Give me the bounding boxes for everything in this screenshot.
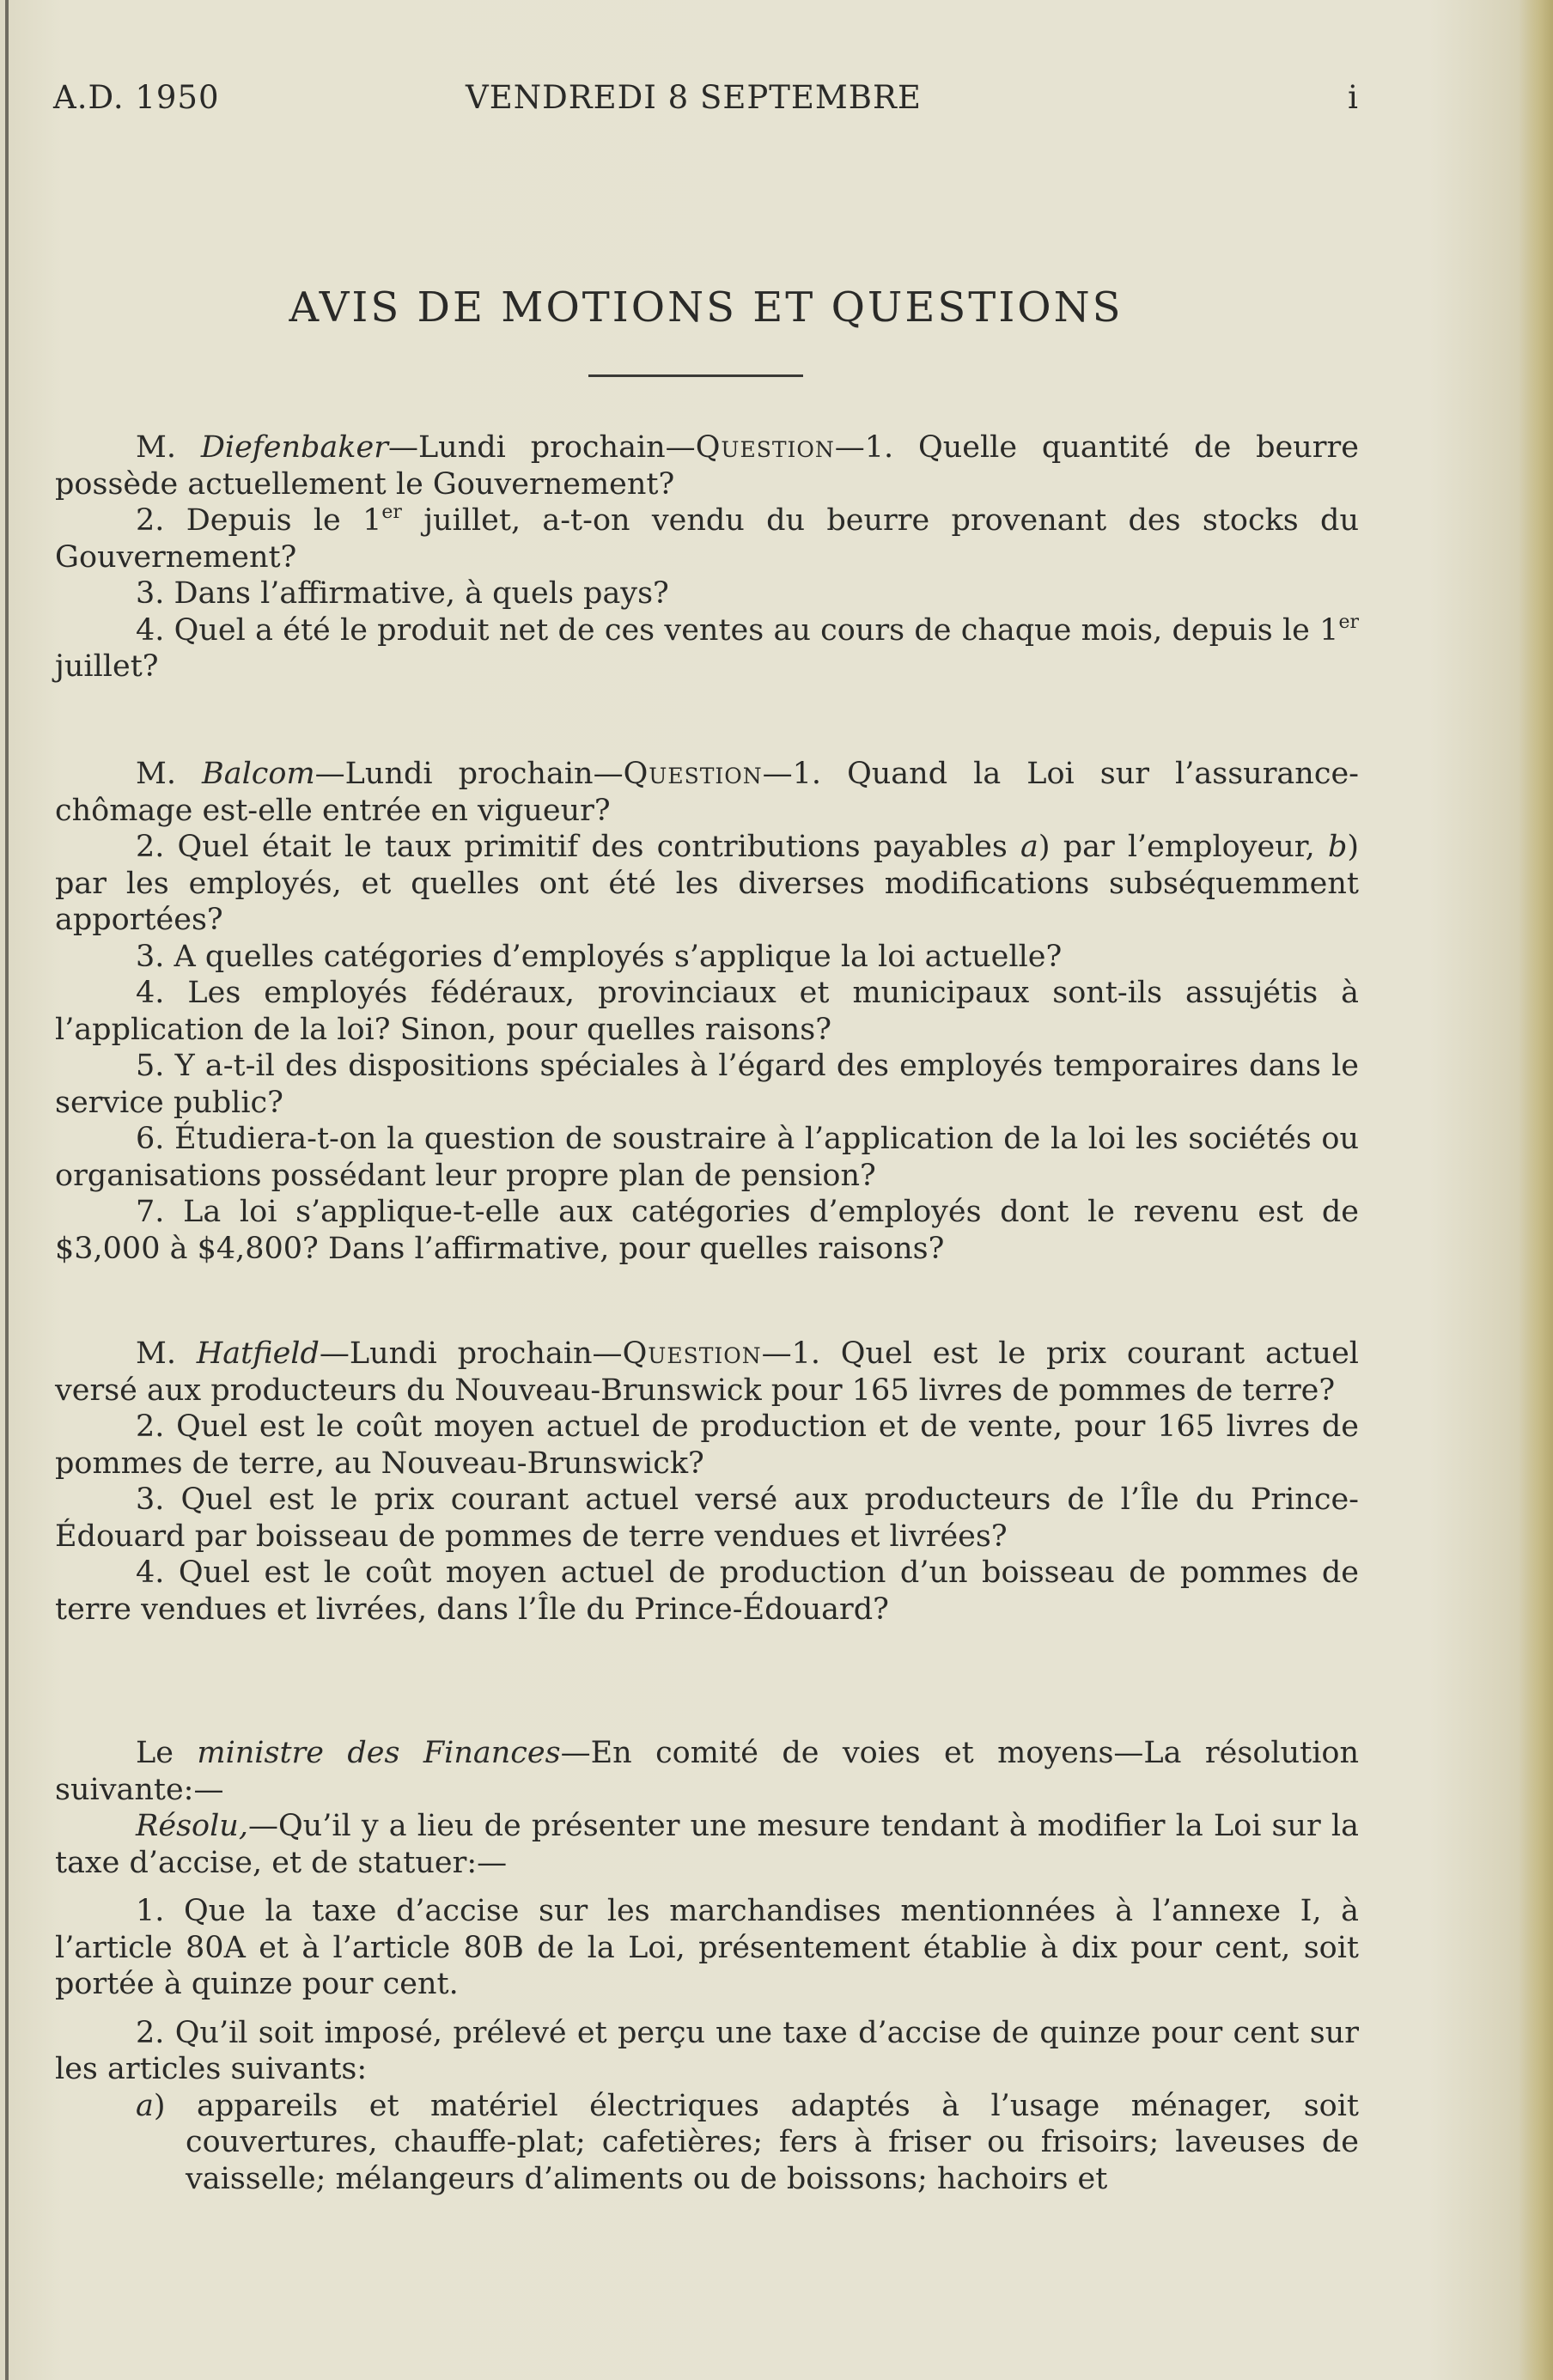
question-block-diefenbaker [55, 429, 1359, 685]
member-name: Diefenbaker [200, 430, 388, 465]
question-text: —1. Quel est le prix courant actuel versé aux producteurs du Nouveau-Brunswick pour 165 livres de pommes de terre? [55, 1336, 1360, 1408]
question-label: Question [623, 757, 763, 791]
resolution-item: 1. Que la taxe d’accise sur les marchandises mentionnées à l’annexe I, à l’article 80A et à l’article 80B de la Loi, présentement établie à dix pour cent, soit portée à quinze pour cent. [55, 1894, 1359, 2001]
member-name: Hatfield [196, 1336, 320, 1371]
question-item: 4. Les employés fédéraux, provinciaux et municipaux sont-ils assujétis à l’application de la loi? Sinon, pour quelles raisons? [55, 976, 1359, 1047]
running-head [53, 79, 1359, 122]
list-letter: a [1020, 830, 1038, 864]
page-title: AVIS DE MOTIONS ET QUESTIONS [289, 283, 1124, 332]
question-item: 3. Quel est le prix courant actuel versé aux producteurs de l’Île du Prince-Édouard par boisseau de pommes de terre vendues et livrées? [55, 1482, 1359, 1554]
member-name: Balcom [202, 757, 315, 791]
question-text: 4. Quel a été le produit net de ces ventes au cours de chaque mois, depuis le 1 [136, 612, 1339, 648]
question-item: 6. Étudiera-t-on la question de soustraire à l’application de la loi les sociétés ou organisations possédant leur propre plan de pension? [55, 1122, 1359, 1193]
motion-prefix: Le [136, 1736, 198, 1770]
minister-name: ministre des Finances [197, 1736, 561, 1770]
member-prefix: M. [136, 1336, 197, 1371]
page-binding-edge [5, 0, 9, 2380]
header-year: A.D. 1950 [53, 79, 220, 116]
question-label: Question [622, 1336, 762, 1371]
question-block-hatfield [55, 1336, 1359, 1628]
resolution-label: Résolu, [136, 1809, 248, 1843]
superscript: er [1338, 611, 1359, 633]
question-item: 5. Y a-t-il des dispositions spéciales à l’égard des employés temporaires dans le service public? [55, 1049, 1359, 1120]
question-block-balcom [55, 756, 1359, 1267]
question-text: —1. Quand la Loi sur l’assurance-chômage est-elle entrée en vigueur? [55, 757, 1359, 828]
motion-text: —En comité de voies et moyens—La résolution suivante:— [55, 1736, 1360, 1807]
notice-when: —Lundi prochain— [314, 757, 624, 791]
header-page-number: i [1348, 79, 1359, 116]
question-text: 2. Depuis le 1 [136, 503, 382, 538]
member-prefix: M. [136, 430, 201, 465]
resolution-paragraph [55, 1808, 1359, 1881]
header-date: VENDREDI 8 SEPTEMBRE [466, 79, 922, 116]
question-text: juillet? [55, 649, 159, 684]
question-paragraph [55, 1336, 1359, 1409]
question-paragraph [55, 429, 1359, 502]
question-item: 7. La loi s’applique-t-elle aux catégories d’employés dont le revenu est de $3,000 à $4,800? Dans l’affirmative, pour quelles raisons? [55, 1195, 1359, 1266]
question-paragraph [55, 756, 1359, 829]
question-item [55, 612, 1359, 685]
superscript: er [381, 502, 402, 523]
question-label: Question [695, 430, 835, 465]
list-letter: a [136, 2088, 154, 2123]
sub-item-text: ) appareils et matériel électriques adaptés à l’usage ménager, soit couvertures, chauffe-plat; cafetières; fers à friser ou frisoirs; laveuses de vaisselle; mélangeurs d’aliments ou de boissons; hachoirs et [153, 2088, 1359, 2196]
question-text: ) par l’employeur, [1038, 830, 1328, 864]
question-item [55, 829, 1359, 939]
question-text: 2. Quel était le taux primitif des contributions payables [136, 830, 1021, 864]
list-letter: b [1327, 830, 1348, 864]
resolution-item: 2. Qu’il soit imposé, prélevé et perçu une taxe d’accise de quinze pour cent sur les articles suivants: [55, 2015, 1359, 2086]
question-item: 4. Quel est le coût moyen actuel de production d’un boisseau de pommes de terre vendues et livrées, dans l’Île du Prince-Édouard? [55, 1555, 1359, 1627]
question-item: 3. Dans l’affirmative, à quels pays? [136, 576, 669, 611]
motion-block-finances [55, 1735, 1359, 2197]
notice-when: —Lundi prochain— [319, 1336, 623, 1371]
question-text: —1. Quelle quantité de beurre possède actuellement le Gouvernement? [55, 430, 1359, 502]
motion-paragraph [55, 1735, 1359, 1808]
resolution-sub-item [55, 2088, 1359, 2198]
question-item [55, 502, 1359, 575]
question-text: juillet, a-t-on vendu du beurre provenant des stocks du Gouvernement? [55, 503, 1359, 575]
member-prefix: M. [136, 757, 202, 791]
title-divider [588, 374, 803, 377]
page-right-edge [1519, 0, 1553, 2380]
question-text: ) par les employés, et quelles ont été les diverses modifications subséquemment apportées? [55, 830, 1359, 937]
resolution-text: —Qu’il y a lieu de présenter une mesure tendant à modifier la Loi sur la taxe d’accise, et de statuer:— [55, 1809, 1359, 1880]
notice-when: —Lundi prochain— [387, 430, 696, 465]
question-item: 2. Quel est le coût moyen actuel de production et de vente, pour 165 livres de pommes de terre, au Nouveau-Brunswick? [55, 1409, 1359, 1481]
question-item: 3. A quelles catégories d’employés s’applique la loi actuelle? [136, 939, 1063, 974]
